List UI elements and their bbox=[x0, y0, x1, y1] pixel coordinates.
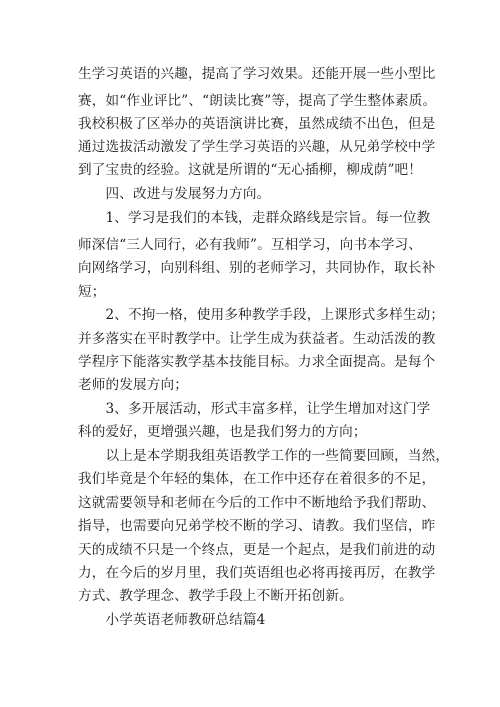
text-line: 方式、教学理念、教学手段上不断开拓创新。 bbox=[78, 588, 353, 604]
section-heading: 四、改进与发展努力方向。 bbox=[78, 186, 271, 202]
text-line: 通过选拔活动激发了学生学习英语的兴趣，从兄弟学校中学 bbox=[78, 139, 436, 155]
text-line: 并多落实在平时教学中。让学生成为获益者。生动活泼的教 bbox=[78, 331, 436, 347]
text-line: 2、不拘一格，使用多种教学手段，上课形式多样生动； bbox=[78, 307, 445, 323]
text-line: 我校积极了区举办的英语演讲比赛，虽然成绩不出色，但是 bbox=[78, 116, 436, 132]
text-line: 到了宝贵的经验。这就是所谓的“无心插柳，柳成荫”吧！ bbox=[78, 162, 423, 178]
text-line: 学程序下能落实教学基本技能目标。力求全面提高。是每个 bbox=[78, 354, 436, 370]
text-line: 老师的发展方向； bbox=[78, 377, 188, 393]
section-heading: 小学英语老师教研总结篇4 bbox=[78, 612, 266, 628]
text-line: 这就需要领导和老师在今后的工作中不断地给予我们帮助、 bbox=[78, 495, 436, 511]
text-line: 生学习英语的兴趣，提高了学习效果。还能开展一些小型比 bbox=[78, 66, 436, 82]
text-line: 3、多开展活动，形式丰富多样，让学生增加对这门学 bbox=[78, 401, 431, 417]
text-line: 赛，如“作业评比”、“朗读比赛”等，提高了学生整体素质。 bbox=[78, 93, 437, 109]
text-line: 指导，也需要向兄弟学校不断的学习、请教。我们坚信，昨 bbox=[78, 518, 436, 534]
text-line: 力，在今后的岁月里，我们英语组也必将再接再厉，在教学 bbox=[78, 565, 436, 581]
text-line: 1、学习是我们的本钱，走群众路线是宗旨。每一位教 bbox=[78, 210, 431, 226]
text-line: 天的成绩不只是一个终点，更是一个起点，是我们前进的动 bbox=[78, 542, 436, 558]
text-line: 短； bbox=[78, 284, 106, 300]
text-line: 我们毕竟是个年轻的集体，在工作中还存在着很多的不足， bbox=[78, 471, 436, 487]
text-line: 以上是本学期我组英语教学工作的一些简要回顾，当然， bbox=[78, 448, 450, 464]
text-line: 师深信“三人同行，必有我师”。互相学习，向书本学习、 bbox=[78, 237, 423, 253]
text-line: 科的爱好，更增强兴趣，也是我们努力的方向； bbox=[78, 424, 367, 440]
text-line: 向网络学习，向别科组、别的老师学习，共同协作，取长补 bbox=[78, 260, 436, 276]
